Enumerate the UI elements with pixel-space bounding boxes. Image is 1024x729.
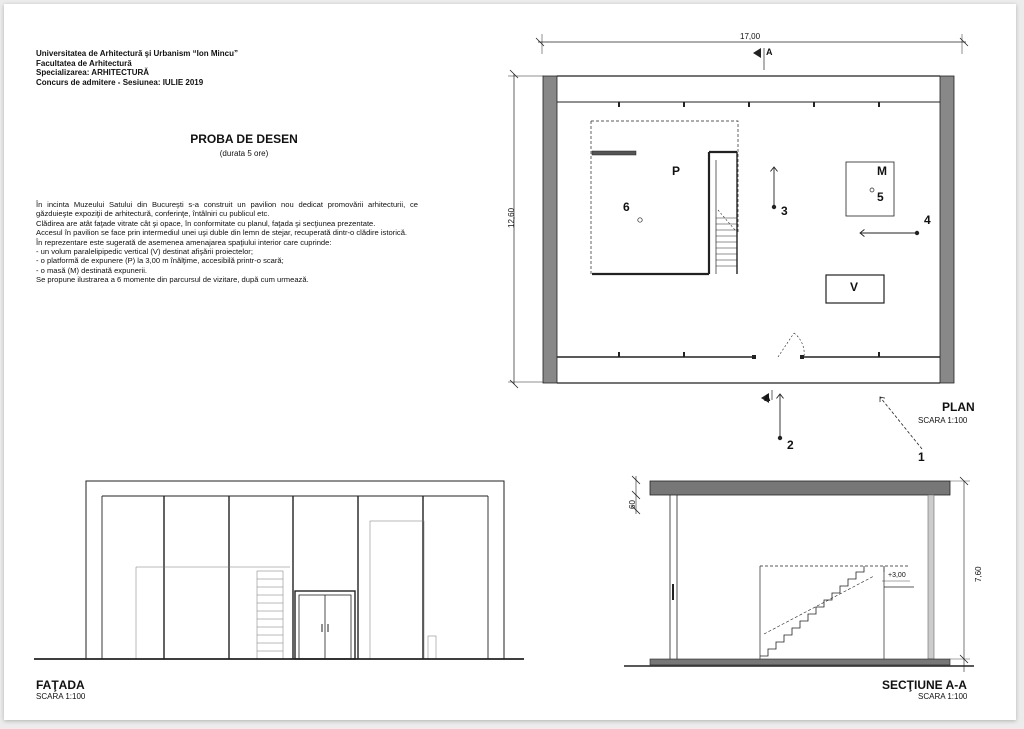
- section-mark-top: A: [766, 47, 773, 57]
- roof-thickness-dimension: 60: [628, 500, 637, 509]
- viewpoint-3: 3: [781, 204, 788, 218]
- facade-title: FAŢADA: [36, 678, 85, 692]
- paragraph: În incinta Muzeului Satului din Bucureşti s-a construit un pavilion nou dedicat promovării arhitecturii, ce găzduieşte expoziţii de arhitectură, conferinţe, întâlniri cu publicul etc.: [36, 200, 418, 219]
- paragraph: - o masă (M) destinată expunerii.: [36, 265, 147, 275]
- header-session: Concurs de admitere - Sesiunea: IULIE 2019: [36, 77, 204, 87]
- section-mark-bottom: A: [764, 393, 771, 403]
- architectural-drawings: [4, 4, 1016, 720]
- paragraph: În reprezentare este sugerată de asemenea amenajarea spaţiului interior care cuprinde:: [36, 237, 332, 247]
- plan-drawing: [508, 34, 968, 449]
- paragraph: Se propune ilustrarea a 6 momente din parcursul de vizitare, după cum urmează.: [36, 275, 309, 285]
- viewpoint-5: 5: [877, 190, 884, 204]
- header-specialization: Specializarea: ARHITECTURĂ: [36, 68, 150, 77]
- header-faculty: Facultatea de Arhitectură: [36, 58, 132, 68]
- facade-drawing: [34, 481, 524, 659]
- plan-scale: SCARA 1:100: [918, 416, 968, 425]
- volume-label: V: [850, 280, 859, 294]
- section-scale: SCARA 1:100: [918, 692, 968, 701]
- viewpoint-4: 4: [924, 213, 931, 227]
- plan-height-dimension: 12,60: [507, 207, 516, 228]
- platform-label: P: [672, 164, 681, 178]
- header-university: Universitatea de Arhitectură şi Urbanism “Ion Mincu”: [36, 49, 238, 58]
- exam-duration: (durata 5 ore): [219, 149, 269, 158]
- paragraph: - o platformă de expunere (P) la 3,00 m înălţime, accesibilă printr-o scară;: [36, 256, 284, 266]
- section-height-dimension: 7,60: [974, 566, 983, 582]
- platform-level: +3,00: [888, 572, 906, 579]
- section-title: SECŢIUNE A-A: [882, 678, 967, 692]
- viewpoint-1: 1: [918, 450, 925, 464]
- exam-title: PROBA DE DESEN: [190, 132, 298, 146]
- table-label: M: [877, 164, 887, 178]
- paragraph: Clădirea are atât faţade vitrate cât şi opace, în conformitate cu planul, faţada şi secţiunea prezentate.: [36, 218, 376, 228]
- plan-title: PLAN: [942, 400, 975, 414]
- viewpoint-6: 6: [623, 200, 630, 214]
- plan-width-dimension: 17,00: [740, 32, 761, 41]
- viewpoint-2: 2: [787, 438, 794, 452]
- drawing-sheet: [4, 4, 1016, 720]
- section-drawing: [624, 476, 974, 672]
- paragraph: - un volum paralelipipedic vertical (V) destinat afişării proiectelor;: [36, 247, 253, 257]
- facade-scale: SCARA 1:100: [36, 692, 86, 701]
- paragraph: Accesul în pavilion se face prin intermediul unei uşi duble din lemn de stejar, recuperată dintr-o clădire istorică.: [36, 228, 408, 238]
